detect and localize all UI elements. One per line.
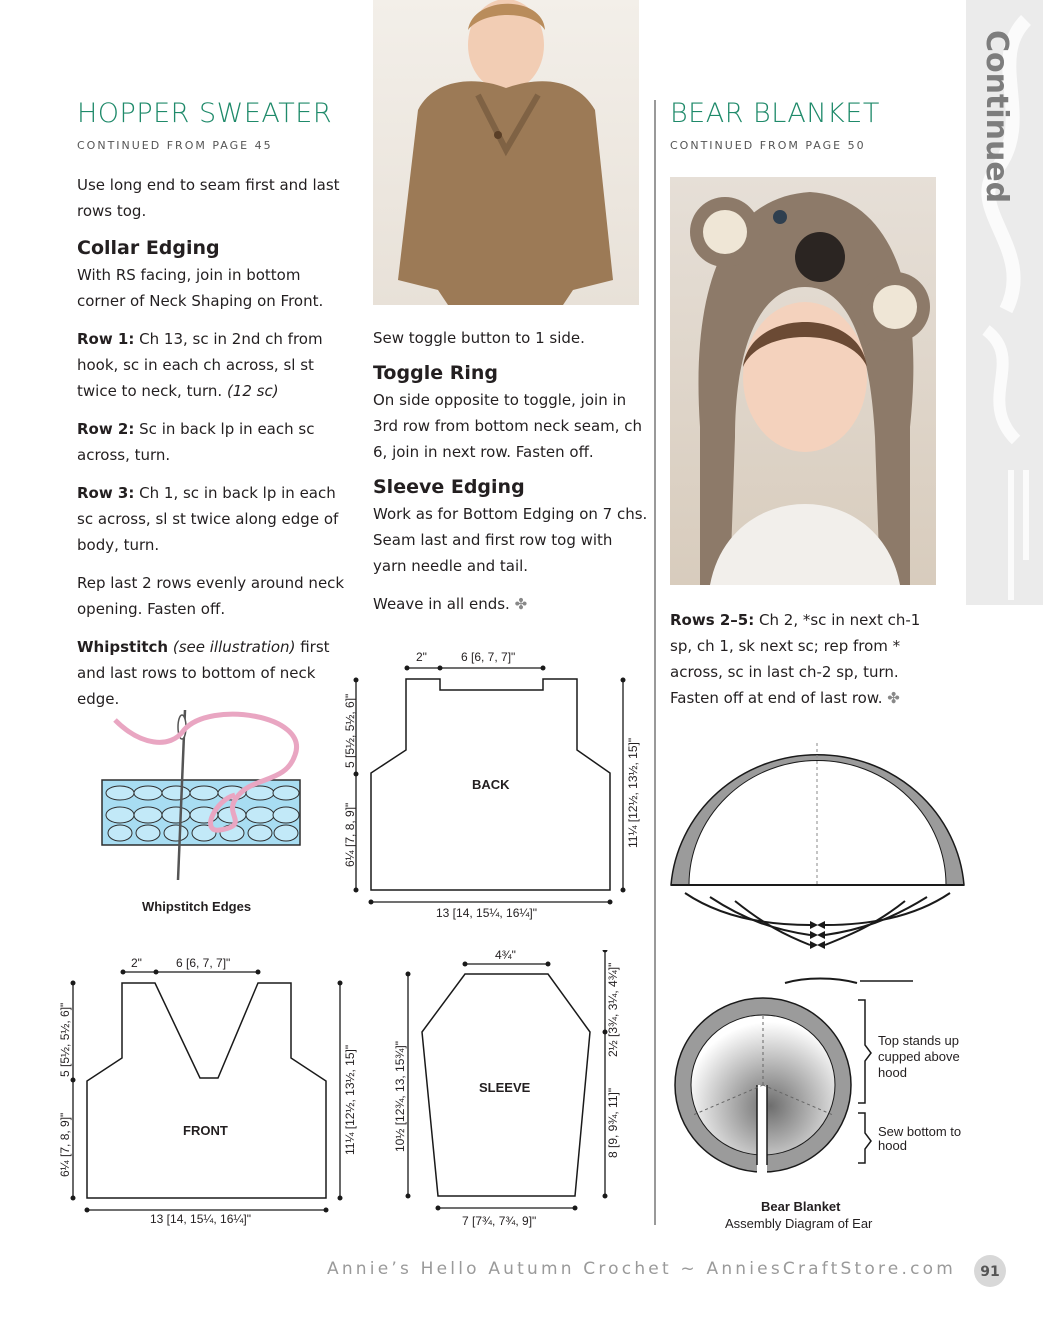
hopper-title: HOPPER SWEATER bbox=[77, 98, 333, 129]
hopper-col2 bbox=[373, 325, 648, 617]
row3-text: Ch 1, sc in back lp in each sc across, sl st twice along edge of body, turn. bbox=[77, 484, 339, 554]
footer-text: Annie’s Hello Autumn Crochet ~ AnniesCraftStore.com bbox=[327, 1259, 956, 1279]
whipstitch-caption: Whipstitch Edges bbox=[142, 899, 252, 914]
row2-text: Sc in back lp in each sc across, turn. bbox=[77, 420, 315, 464]
bear-continued: CONTINUED FROM PAGE 50 bbox=[670, 139, 866, 152]
whip-text: first and last rows to bottom of neck edge. bbox=[77, 638, 330, 708]
sew-toggle-text: Sew toggle button to 1 side. bbox=[373, 329, 585, 347]
bear-hood-illustration bbox=[670, 177, 936, 585]
row2-paragraph bbox=[77, 416, 345, 468]
sleeve-label: SLEEVE bbox=[479, 1080, 531, 1095]
row1-count: (12 sc) bbox=[226, 382, 279, 400]
hopper-continued: CONTINUED FROM PAGE 45 bbox=[77, 139, 273, 152]
sleeve-left-label: 10½ [12¾, 13, 15¾]" bbox=[393, 1040, 407, 1152]
front-label: FRONT bbox=[183, 1123, 228, 1138]
ear-note-bottom: Sew bottom to hood bbox=[878, 1124, 962, 1153]
whipstitch-illustration bbox=[100, 705, 305, 885]
page-number: 91 bbox=[980, 1264, 1000, 1280]
whip-paragraph bbox=[77, 634, 345, 712]
bear-rows-label: Rows 2–5: bbox=[670, 611, 755, 629]
sleeve-bottom-label: 7 [7¾, 7¾, 9]" bbox=[462, 1214, 537, 1228]
toggle-text: On side opposite to toggle, join in 3rd row from bottom neck seam, ch 6, join in next row. Fasten off. bbox=[373, 391, 643, 461]
back-right-label: 11¼ [12½, 13½, 15]" bbox=[626, 737, 640, 848]
ear-caption: Assembly Diagram of Ear bbox=[725, 1216, 873, 1231]
row1-paragraph bbox=[77, 326, 345, 404]
front-left-upper-label: 5 [5½, 5½, 6]" bbox=[58, 1002, 72, 1077]
sleeve-top-label: 4¾" bbox=[495, 948, 516, 962]
back-top-mid-label: 6 [6, 7, 7]" bbox=[461, 650, 516, 664]
intro-text: Use long end to seam first and last rows tog. bbox=[77, 176, 340, 220]
row1-text: Ch 13, sc in 2nd ch from hook, sc in each ch across, sl st twice to neck, turn. bbox=[77, 330, 323, 400]
collar-heading: Collar Edging bbox=[77, 237, 220, 259]
front-left-lower-label: 6¼ [7, 8, 9]" bbox=[58, 1112, 72, 1177]
page-number-badge bbox=[974, 1255, 1006, 1287]
bear-title: BEAR BLANKET bbox=[670, 98, 880, 129]
ear-note-top: Top stands up cupped above hood bbox=[878, 1033, 960, 1080]
side-tab bbox=[966, 0, 1043, 605]
weave-text: Weave in all ends. bbox=[373, 595, 510, 613]
front-top-left-label: 2" bbox=[131, 956, 142, 970]
bear-rows-text: Ch 2, *sc in next ch-1 sp, ch 1, sk next sc; rep from * across, sc in last ch-2 sp, turn. Fasten off at end of last row. bbox=[670, 611, 921, 707]
ear-assembly-diagram bbox=[665, 735, 970, 1185]
row3-label: Row 3: bbox=[77, 484, 135, 502]
hopper-col1 bbox=[77, 172, 345, 712]
sweater-photo bbox=[373, 0, 639, 305]
back-top-left-label: 2" bbox=[416, 650, 427, 664]
side-tab-label: Continued bbox=[979, 30, 1014, 204]
row3-paragraph bbox=[77, 480, 345, 558]
ear-caption-title: Bear Blanket bbox=[761, 1199, 841, 1214]
collar-text: With RS facing, join in bottom corner of Neck Shaping on Front. bbox=[77, 266, 324, 310]
column-divider bbox=[654, 100, 656, 1225]
back-left-upper-label: 5 [5½, 5½, 6]" bbox=[343, 693, 357, 768]
front-schematic bbox=[60, 960, 360, 1220]
bear-rows-paragraph bbox=[670, 607, 940, 711]
whip-label: Whipstitch bbox=[77, 638, 169, 656]
sleeve-text: Work as for Bottom Edging on 7 chs. Seam last and first row tog with yarn needle and tail. bbox=[373, 505, 648, 575]
rep-text: Rep last 2 rows evenly around neck opening. Fasten off. bbox=[77, 574, 345, 618]
front-right-label: 11¼ [12½, 13½, 15]" bbox=[343, 1044, 357, 1155]
front-bottom-label: 13 [14, 15¼, 16¼]" bbox=[150, 1212, 252, 1226]
sweater-boy-illustration bbox=[373, 0, 639, 305]
whip-italic: (see illustration) bbox=[172, 638, 296, 656]
sleeve-right-lower-label: 8 [9, 9¾, 11]" bbox=[606, 1087, 620, 1158]
back-label: BACK bbox=[472, 777, 510, 792]
bear-photo bbox=[670, 177, 936, 585]
row1-label: Row 1: bbox=[77, 330, 135, 348]
back-bottom-label: 13 [14, 15¼, 16¼]" bbox=[436, 906, 538, 920]
sleeve-right-upper-label: 2½ [3¾, 3¼, 4¾]" bbox=[606, 962, 620, 1057]
bear-end-mark-icon: ✤ bbox=[887, 689, 900, 707]
weave-paragraph bbox=[373, 591, 648, 617]
back-left-lower-label: 6¼ [7, 8, 9]" bbox=[343, 802, 357, 867]
toggle-heading: Toggle Ring bbox=[373, 362, 498, 384]
row2-label: Row 2: bbox=[77, 420, 135, 438]
front-top-mid-label: 6 [6, 7, 7]" bbox=[176, 956, 231, 970]
end-mark-icon: ✤ bbox=[514, 595, 528, 613]
sleeve-heading: Sleeve Edging bbox=[373, 476, 525, 498]
